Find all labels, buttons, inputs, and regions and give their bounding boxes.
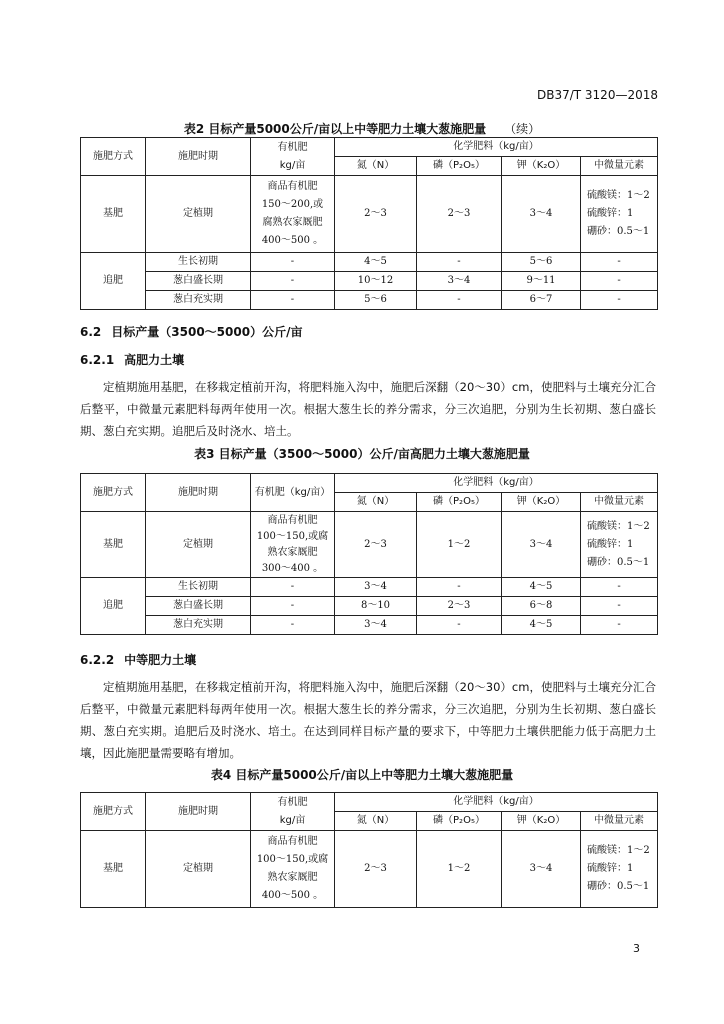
table3-row-k: 4～5 [502, 616, 581, 635]
table2-base-organic [251, 176, 335, 253]
table2-base-p: 2～3 [417, 176, 502, 253]
table4-base-micro-line: 硫酸镁：1～2 [587, 845, 650, 856]
table3-base-period: 定植期 [146, 512, 251, 578]
table2-row-period: 葱白充实期 [146, 291, 251, 310]
table3-header-chemical: 化学肥料（kg/亩） [335, 474, 658, 493]
document-code: DB37/T 3120—2018 [536, 88, 658, 102]
section-title: 高肥力土壤 [124, 353, 185, 367]
section-6-2-1-heading [80, 351, 184, 368]
table2-caption-text: 表2 目标产量5000公斤/亩以上中等肥力土壤大葱施肥量 [183, 122, 487, 136]
table3-row-n: 3～4 [335, 616, 417, 635]
table2-row-n: 4～5 [335, 253, 417, 272]
table3-row-period: 葱白充实期 [146, 616, 251, 635]
table2-header-period: 施肥时期 [146, 138, 251, 176]
table2-base-n: 2～3 [335, 176, 417, 253]
table3-row-period: 葱白盛长期 [146, 597, 251, 616]
table3-header-n: 氮（N） [335, 493, 417, 512]
table2-topdress-label: 追肥 [81, 253, 146, 310]
section-6-2-1-paragraph: 定植期施用基肥，在移栽定植前开沟，将肥料施入沟中，施肥后深翻（20～30）cm，使肥料与土壤充分汇合后整平，中微量元素肥料每两年使用一次。根据大葱生长的养分需求，分三次追肥，分别为生长初期、葱白盛长期、葱白充实期。追肥后及时浇水、培土。 [80, 380, 656, 438]
table3-base-organic-line: 熟农家厩肥 [267, 546, 318, 558]
table3-base-micro-line: 硫酸镁：1～2 [587, 520, 650, 532]
table2-row-k: 9～11 [502, 272, 581, 291]
table3-header-p: 磷（P₂O₅） [417, 493, 502, 512]
table3-row-organic: - [251, 578, 335, 597]
table2-header-organic-line2: kg/亩 [279, 159, 306, 171]
table3-header-organic: 有机肥（kg/亩） [251, 474, 335, 512]
table4-base-organic-line: 100～150,或腐 [256, 854, 329, 865]
table2-caption [0, 120, 724, 137]
table2-row-p: - [417, 291, 502, 310]
table4-header-chemical: 化学肥料（kg/亩） [335, 793, 658, 812]
section-6-2-2-heading [80, 651, 196, 668]
table2-header-k: 钾（K₂O） [502, 157, 581, 176]
table3-row-p: - [417, 616, 502, 635]
table4-header-micro: 中微量元素 [581, 812, 658, 831]
table3-caption: 表3 目标产量（3500～5000）公斤/亩高肥力土壤大葱施肥量 [194, 447, 530, 461]
table2-row-p: 3～4 [417, 272, 502, 291]
table2-row-organic: - [251, 291, 335, 310]
table3-base-micro-line: 硼砂：0.5～1 [587, 556, 650, 568]
table4-base-micro-line: 硼砂：0.5～1 [587, 881, 650, 892]
section-number: 6.2 [80, 325, 102, 339]
table4-base-organic-line: 商品有机肥 [267, 836, 318, 847]
table3-row-n: 8～10 [335, 597, 417, 616]
table2-base-organic-line: 150～200,或 [261, 199, 324, 210]
table3-base-micro [581, 512, 658, 578]
section-title: 中等肥力土壤 [124, 653, 197, 667]
table4-header-n: 氮（N） [335, 812, 417, 831]
table3-header-k: 钾（K₂O） [502, 493, 581, 512]
table3-base-p: 1～2 [417, 512, 502, 578]
table3-base-organic [251, 512, 335, 578]
table2-header-method: 施肥方式 [81, 138, 146, 176]
table4-base-label: 基肥 [81, 831, 146, 908]
table4-header-organic [251, 793, 335, 831]
table2-row-micro: - [581, 253, 658, 272]
table2-base-micro-line: 硼砂：0.5～1 [587, 226, 650, 237]
table3-base-k: 3～4 [502, 512, 581, 578]
table3 [80, 473, 658, 635]
table4-header-k: 钾（K₂O） [502, 812, 581, 831]
table3-row-organic: - [251, 616, 335, 635]
table2-row-micro: - [581, 291, 658, 310]
table4-base-period: 定植期 [146, 831, 251, 908]
table2-header-n: 氮（N） [335, 157, 417, 176]
table2-base-label: 基肥 [81, 176, 146, 253]
table2-row-n: 5～6 [335, 291, 417, 310]
table4-base-micro [581, 831, 658, 908]
table4-base-organic-line: 400～500 。 [261, 890, 324, 901]
table2-header-micro: 中微量元素 [581, 157, 658, 176]
table3-row-micro: - [581, 597, 658, 616]
page-number: 3 [633, 942, 640, 955]
table3-base-organic-line: 300～400 。 [261, 562, 324, 574]
table4 [80, 792, 658, 908]
table3-row-k: 6～8 [502, 597, 581, 616]
table4-base-p: 1～2 [417, 831, 502, 908]
table3-header-method: 施肥方式 [81, 474, 146, 512]
table3-base-label: 基肥 [81, 512, 146, 578]
table4-header-p: 磷（P₂O₅） [417, 812, 502, 831]
section-6-2-2-paragraph: 定植期施用基肥，在移栽定植前开沟，将肥料施入沟中，施肥后深翻（20～30）cm，使肥料与土壤充分汇合后整平，中微量元素肥料每两年使用一次。根据大葱生长的养分需求，分三次追肥，分别为生长初期、葱白盛长期、葱白充实期。追肥后及时浇水、培土。在达到同样目标产量的要求下，中等肥力土壤供肥能力低于高肥力土壤，因此施肥量需要略有增加。 [80, 680, 656, 760]
table3-topdress-label: 追肥 [81, 578, 146, 635]
table3-row-micro: - [581, 578, 658, 597]
table3-header-period: 施肥时期 [146, 474, 251, 512]
table3-header-micro: 中微量元素 [581, 493, 658, 512]
table2-row-period: 生长初期 [146, 253, 251, 272]
table2-row-p: - [417, 253, 502, 272]
table4-header-organic-line1: 有机肥 [277, 796, 308, 808]
table4-base-micro-line: 硫酸锌：1 [587, 863, 634, 874]
table2-row-k: 5～6 [502, 253, 581, 272]
table3-row-k: 4～5 [502, 578, 581, 597]
table2-base-organic-line: 商品有机肥 [267, 181, 318, 192]
table2-base-micro [581, 176, 658, 253]
section-6-2-heading [80, 323, 302, 340]
table2-base-organic-line: 400～500 。 [261, 235, 324, 246]
table3-base-organic-line: 100～150,或腐 [256, 530, 329, 542]
table2-row-k: 6～7 [502, 291, 581, 310]
table3-row-n: 3～4 [335, 578, 417, 597]
table3-row-organic: - [251, 597, 335, 616]
table3-row-micro: - [581, 616, 658, 635]
table4-base-organic-line: 熟农家厩肥 [267, 872, 318, 883]
table2-row-period: 葱白盛长期 [146, 272, 251, 291]
table4-header-method: 施肥方式 [81, 793, 146, 831]
table3-base-n: 2～3 [335, 512, 417, 578]
section-number: 6.2.2 [80, 653, 115, 667]
table3-base-micro-line: 硫酸锌：1 [587, 538, 634, 550]
table4-base-organic [251, 831, 335, 908]
table4-header-organic-line2: kg/亩 [279, 814, 306, 826]
table2-header-chemical: 化学肥料（kg/亩） [335, 138, 658, 157]
table3-row-period: 生长初期 [146, 578, 251, 597]
table2-base-micro-line: 硫酸锌：1 [587, 208, 634, 219]
table2-base-micro-line: 硫酸镁：1～2 [587, 190, 650, 201]
table2-base-k: 3～4 [502, 176, 581, 253]
table4-base-k: 3～4 [502, 831, 581, 908]
table3-row-p: 2～3 [417, 597, 502, 616]
section-number: 6.2.1 [80, 353, 115, 367]
table2-row-n: 10～12 [335, 272, 417, 291]
table3-base-organic-line: 商品有机肥 [267, 514, 318, 526]
section-title: 目标产量（3500～5000）公斤/亩 [111, 325, 303, 339]
table2-base-period: 定植期 [146, 176, 251, 253]
table4-header-period: 施肥时期 [146, 793, 251, 831]
table4-base-n: 2～3 [335, 831, 417, 908]
table2-row-organic: - [251, 272, 335, 291]
table4-caption: 表4 目标产量5000公斤/亩以上中等肥力土壤大葱施肥量 [210, 768, 514, 782]
table2-row-micro: - [581, 272, 658, 291]
table3-row-p: - [417, 578, 502, 597]
table2-header-organic-line1: 有机肥 [277, 141, 308, 153]
table2-header-organic [251, 138, 335, 176]
table2 [80, 137, 658, 310]
table2-header-p: 磷（P₂O₅） [417, 157, 502, 176]
table2-row-organic: - [251, 253, 335, 272]
table2-caption-continued: （续） [504, 122, 541, 136]
table2-base-organic-line: 腐熟农家厩肥 [262, 217, 323, 228]
